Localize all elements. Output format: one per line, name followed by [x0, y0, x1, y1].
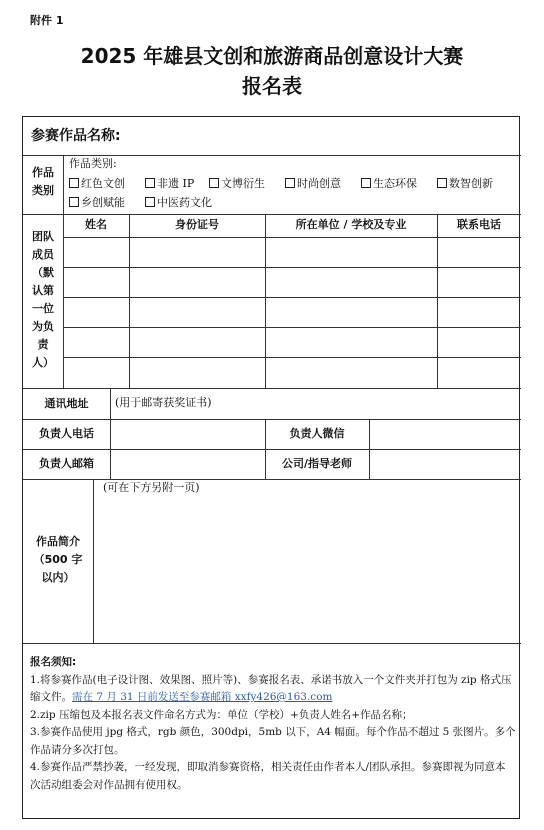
submission-email-link[interactable]: 需在 7 月 31 日前发送至参赛邮箱 xxfy426@163.com — [72, 691, 333, 703]
company-teacher-label: 公司/指导老师 — [281, 457, 353, 470]
category-option[interactable]: 生态环保 — [361, 175, 417, 191]
notes-item-1: 1.将参赛作品(电子设计图、效果图、照片等)、参赛报名表、承诺书放入一个文件夹并打包为 zip 格式压缩文件。需在 7 月 31 日前发送至参赛邮箱 xxfy426@163.com — [30, 673, 512, 703]
col-divider — [369, 419, 370, 479]
notes-item-2: 2.zip 压缩包及本报名表文件命名方式为：单位（学校）+负责人姓名+作品名称； — [30, 708, 413, 721]
team-label-line: 认第 — [32, 284, 54, 297]
checkbox-icon — [145, 197, 155, 207]
intro-label-line3: 以内） — [41, 571, 75, 584]
column-header-unit: 所在单位 / 学校及专业 — [295, 218, 407, 231]
row-divider — [63, 357, 521, 358]
category-label-line2: 类别 — [32, 184, 54, 197]
col-divider — [110, 388, 111, 479]
team-label-line: 成员 — [32, 248, 54, 261]
col-divider — [63, 155, 64, 388]
row-divider — [23, 419, 521, 420]
category-option[interactable]: 数智创新 — [437, 175, 493, 191]
col-divider — [129, 214, 130, 388]
col-divider — [93, 479, 94, 643]
address-label: 通讯地址 — [44, 397, 89, 410]
row-divider — [23, 388, 521, 389]
checkbox-icon — [361, 178, 371, 188]
leader-email-label: 负责人邮箱 — [39, 457, 94, 470]
column-header-id: 身份证号 — [175, 218, 219, 231]
category-option[interactable]: 中医药文化 — [145, 194, 212, 210]
row-divider — [23, 643, 521, 644]
address-hint[interactable]: (用于邮寄获奖证书) — [115, 396, 212, 409]
category-label-line1: 作品 — [32, 166, 54, 179]
checkbox-icon — [69, 197, 79, 207]
entry-name-label: 参赛作品名称: — [31, 128, 121, 144]
checkbox-icon — [145, 178, 155, 188]
team-label-line: 为负 — [32, 320, 54, 333]
column-header-name: 姓名 — [85, 218, 107, 231]
category-option[interactable]: 乡创赋能 — [69, 194, 125, 210]
intro-label-line2: （500 字 — [33, 553, 83, 566]
notes-item-3: 3.参赛作品使用 jpg 格式，rgb 颜色，300dpi，5mb 以下，A4 幅面。每个作品不超过 5 张图片。多个作品请分多次打包。 — [30, 726, 516, 756]
attachment-label: 附件 1 — [30, 14, 64, 27]
checkbox-icon — [69, 178, 79, 188]
category-option[interactable]: 红色文创 — [69, 175, 125, 191]
team-label-line: 团队 — [32, 230, 54, 243]
notes-title: 报名须知: — [30, 656, 77, 668]
row-divider — [23, 214, 521, 215]
row-divider — [63, 327, 521, 328]
checkbox-icon — [437, 178, 447, 188]
row-divider — [23, 155, 521, 156]
intro-hint[interactable]: (可在下方另附一页) — [103, 481, 200, 494]
form-title: 2025 年雄县文创和旅游商品创意设计大赛 — [80, 44, 464, 68]
team-label-line: （默 — [32, 266, 54, 279]
team-label-line: 一位 — [32, 302, 54, 315]
row-divider — [63, 267, 521, 268]
category-option[interactable]: 文博衍生 — [209, 175, 265, 191]
checkbox-icon — [285, 178, 295, 188]
row-divider — [23, 479, 521, 480]
row-divider — [63, 297, 521, 298]
category-option[interactable]: 时尚创意 — [285, 175, 341, 191]
notes-item-4: 4.参赛作品严禁抄袭，一经发现，即取消参赛资格，相关责任由作者本人/团队承担。参赛即视为同意本次活动组委会对作品拥有使用权。 — [30, 761, 506, 791]
team-label-line: 人） — [32, 356, 54, 369]
team-label-line: 责 — [37, 338, 49, 351]
form-subtitle: 报名表 — [242, 74, 302, 98]
leader-wechat-label: 负责人微信 — [289, 427, 345, 440]
intro-label-line1: 作品简介 — [36, 535, 80, 548]
col-divider — [265, 214, 266, 388]
row-divider — [63, 237, 521, 238]
column-header-phone: 联系电话 — [457, 218, 501, 231]
col-divider — [437, 214, 438, 388]
registration-notes — [30, 654, 516, 794]
leader-phone-label: 负责人电话 — [39, 427, 94, 440]
category-option[interactable]: 非遗 IP — [145, 175, 194, 191]
checkbox-icon — [209, 178, 219, 188]
row-divider — [23, 449, 521, 450]
category-prompt: 作品类别: — [69, 157, 117, 170]
